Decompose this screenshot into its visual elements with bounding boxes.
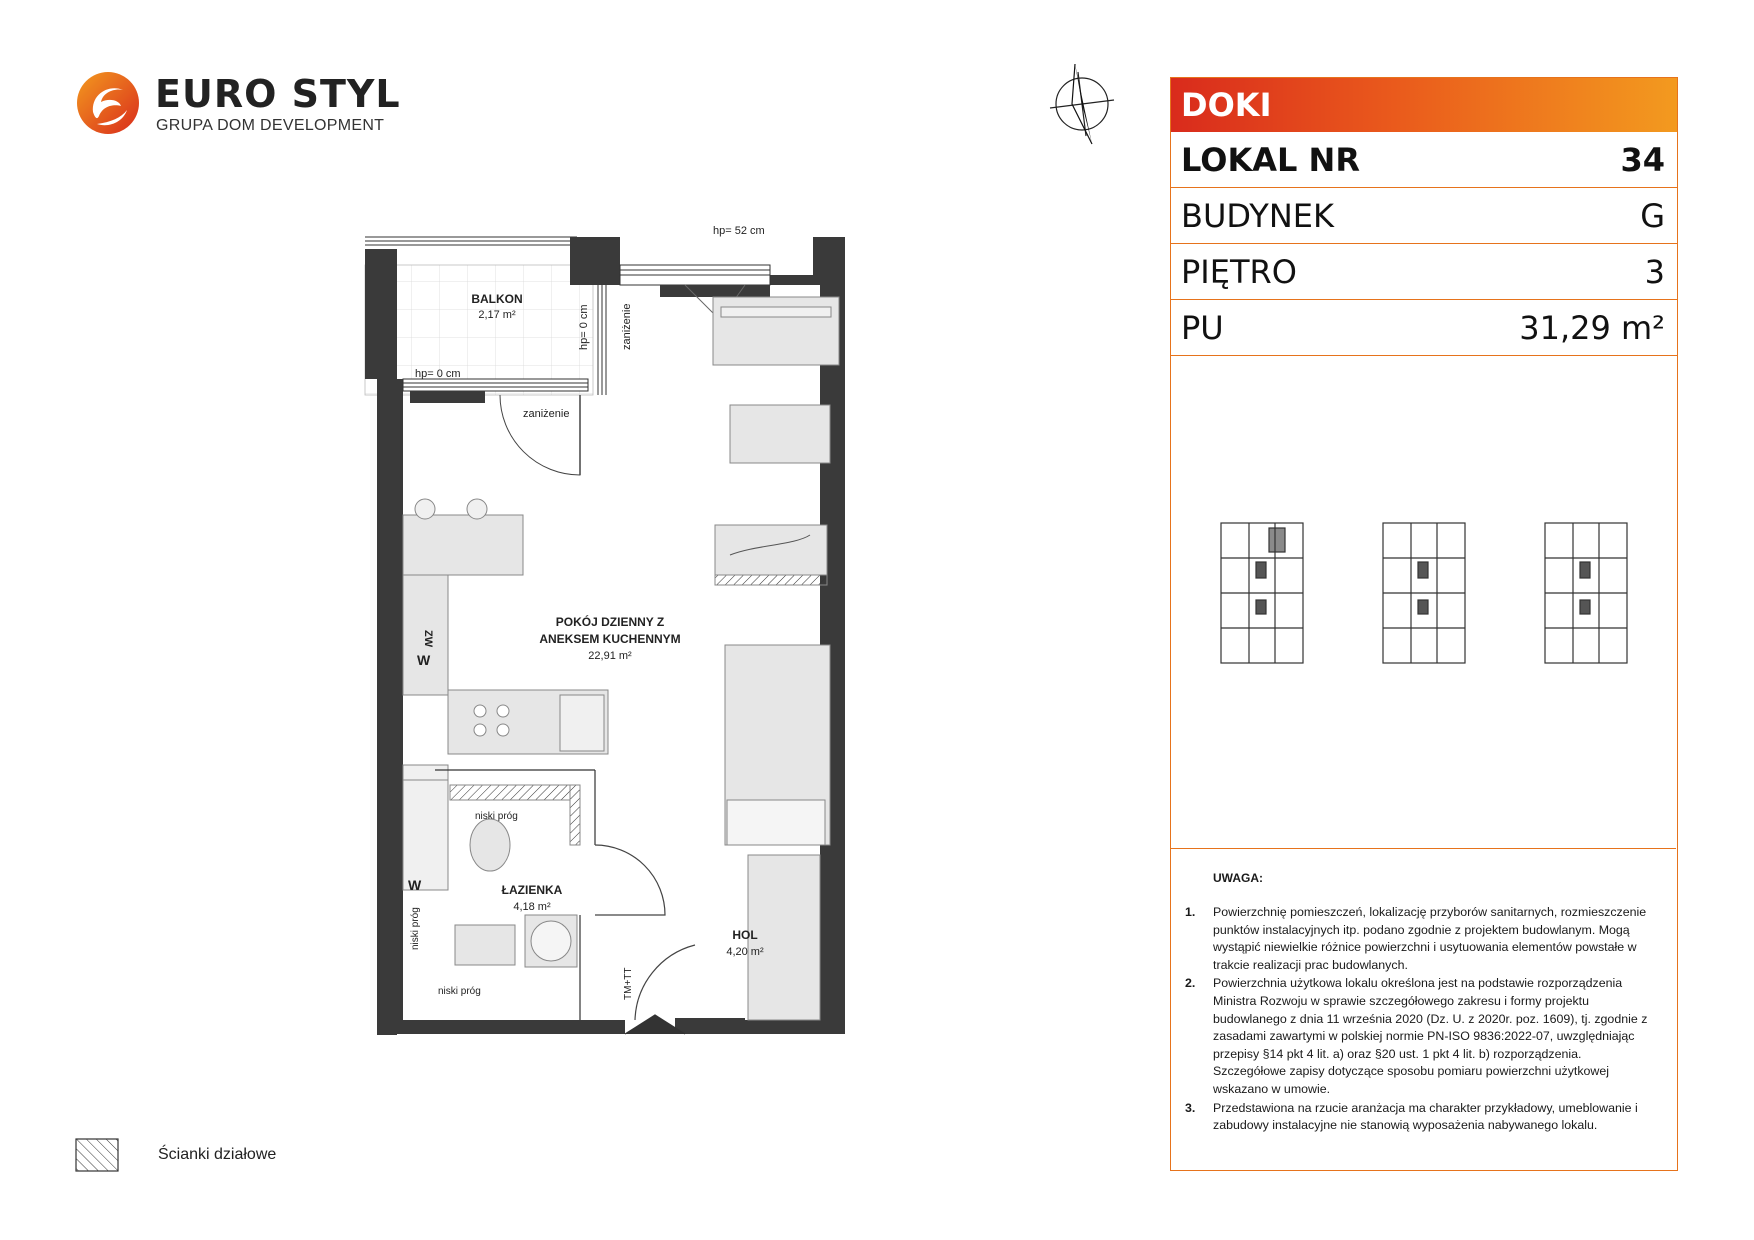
note-text: Powierzchnię pomieszczeń, lokalizację przyborów sanitarnych, rozmieszczenie punktów instalacyjnych itp. podano zgodnie z projektem budowlanym. Mogą wystąpić niewielkie różnice powierzchni i usytuowania elementów powstałe w trakcie realizacji prac budowlanych.	[1213, 905, 1647, 972]
lowering-door-label: zaniżenie	[523, 408, 570, 420]
brand-logo	[75, 70, 401, 140]
investment-name: DOKI	[1171, 78, 1677, 132]
note-number: 1.	[1185, 905, 1196, 919]
detail-row-building	[1171, 188, 1677, 244]
key-plan-1	[1221, 523, 1303, 663]
note-item	[1185, 904, 1655, 974]
detail-label: PIĘTRO	[1181, 252, 1297, 291]
hatch-swatch-icon	[75, 1138, 119, 1172]
hp-balcony-side-label: hp= 0 cm	[578, 304, 590, 350]
floor-plan	[355, 225, 915, 1045]
notes-list	[1185, 904, 1655, 1136]
room-name-hall: HOL	[732, 928, 758, 942]
detail-label: BUDYNEK	[1181, 196, 1334, 235]
note-text: Przedstawiona na rzucie aranżacja ma charakter przykładowy, umeblowanie i zabudowy instalacyjne nie stanowią wyposażenia nabywanego lokalu.	[1213, 1100, 1638, 1133]
brand-name: EURO STYL	[155, 72, 401, 116]
north-arrow-icon	[1048, 58, 1120, 148]
notes-title: UWAGA:	[1213, 871, 1263, 885]
key-plan-3	[1545, 523, 1627, 663]
detail-value: 34	[1620, 140, 1665, 179]
hp-window-label: hp= 52 cm	[713, 225, 765, 237]
room-area-living: 22,91 m²	[588, 650, 632, 662]
brand-subtitle: GRUPA DOM DEVELOPMENT	[156, 117, 385, 134]
hp-balcony-door-label: hp= 0 cm	[415, 368, 461, 380]
key-plan-2	[1383, 523, 1465, 663]
notes-section	[1171, 848, 1676, 1169]
detail-row-unit	[1171, 132, 1677, 188]
building-key-plans	[1211, 518, 1641, 668]
euro-styl-logo-icon	[75, 70, 141, 136]
legend-label: Ścianki działowe	[158, 1146, 277, 1163]
room-name-living-2: ANEKSEM KUCHENNYM	[539, 632, 681, 646]
w-label-2: W	[408, 877, 422, 893]
note-item	[1185, 1100, 1655, 1135]
note-item	[1185, 975, 1655, 1098]
note-number: 3.	[1185, 1100, 1196, 1115]
tm-tt-label: TM+TT	[623, 967, 634, 1000]
legend	[75, 1138, 335, 1178]
low-threshold-label-2: niski próg	[410, 907, 421, 950]
room-name-bathroom: ŁAZIENKA	[501, 883, 563, 897]
detail-value: 31,29 m²	[1519, 308, 1665, 347]
note-text: Powierzchnia użytkowa lokalu określona jest na podstawie rozporządzenia Ministra Rozwoju w sprawie szczegółowego zakresu i formy projektu budowlanego z dnia 11 września 2020 (Dz. U. z 2020r. poz. 1609), tj. zgodnie z zasadami zawartymi w polskiej normie PN-ISO 9836:2022-07, uwzględniając przepisy §14 pkt 4 lit. a) oraz §20 ust. 1 pkt 4 lit. b) rozporządzenia. Szczegółowe zapisy dotyczące sposobu pomiaru powierzchni użytkowej wskazano w umowie.	[1213, 976, 1648, 1096]
room-area-bathroom: 4,18 m²	[513, 901, 551, 913]
detail-label: PU	[1181, 308, 1224, 347]
detail-value: G	[1640, 196, 1665, 235]
low-threshold-label-1: niski próg	[475, 811, 518, 822]
room-name-balcony: BALKON	[471, 292, 523, 306]
room-area-balcony: 2,17 m²	[478, 309, 516, 321]
detail-row-area	[1171, 300, 1677, 356]
note-number: 2.	[1185, 976, 1196, 991]
unit-info-panel	[1170, 77, 1678, 1171]
detail-label: LOKAL NR	[1181, 140, 1360, 179]
room-name-living: POKÓJ DZIENNY Z	[555, 615, 665, 629]
detail-value: 3	[1644, 252, 1665, 291]
zw-label: ZW	[422, 630, 434, 648]
room-area-hall: 4,20 m²	[726, 946, 764, 958]
w-label-1: W	[417, 652, 431, 668]
detail-row-floor	[1171, 244, 1677, 300]
low-threshold-label-3: niski próg	[438, 986, 481, 997]
lowering-vertical-label: zaniżenie	[621, 303, 633, 350]
